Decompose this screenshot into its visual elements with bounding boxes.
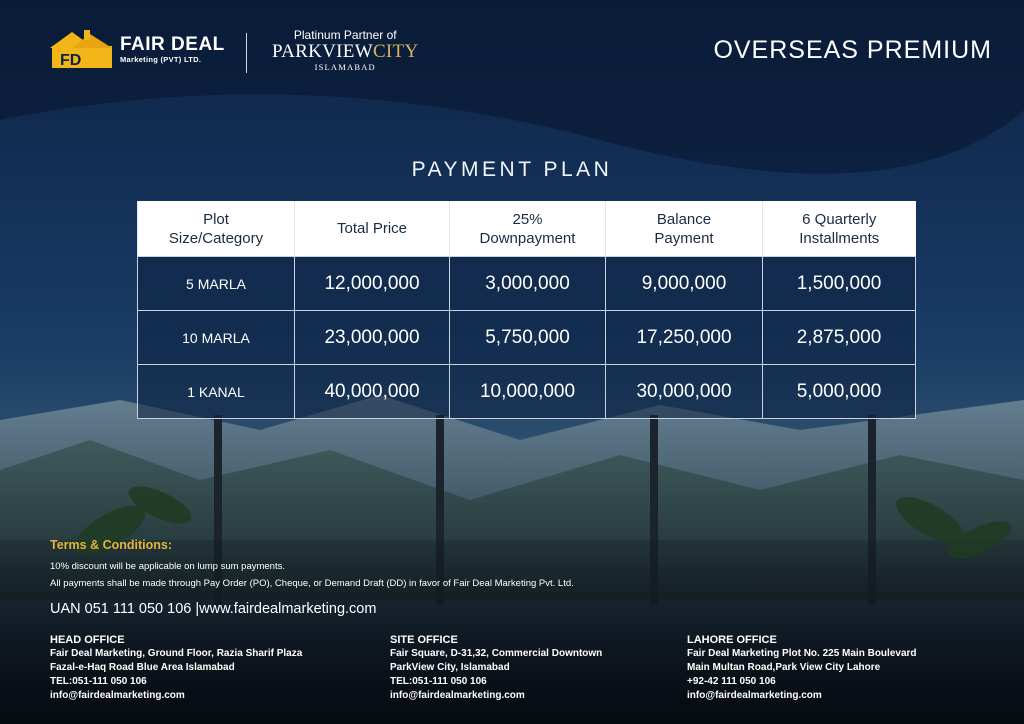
table-row — [138, 365, 916, 419]
partner-name-b: CITY — [372, 41, 419, 62]
office-heading: HEAD OFFICE — [50, 634, 125, 646]
svg-text:FD: FD — [60, 52, 82, 69]
uan-contact: UAN 051 111 050 106 |www.fairdealmarketing.com — [50, 601, 377, 617]
category-cell: 1 KANAL — [138, 365, 295, 419]
terms-title: Terms & Conditions: — [50, 538, 172, 552]
brand-logo — [50, 28, 225, 70]
column-header: Balance Payment — [606, 201, 763, 257]
lahore-office — [687, 633, 917, 703]
installments-cell: 5,000,000 — [763, 365, 916, 419]
office-phone: +92-42 111 050 106 — [687, 676, 776, 687]
office-line: Fair Deal Marketing Plot No. 225 Main Boulevard — [687, 648, 917, 659]
table-header-row — [138, 201, 916, 257]
office-line: Fazal-e-Haq Road Blue Area Islamabad — [50, 662, 235, 673]
brand-subtitle: Marketing (PVT) LTD. — [120, 54, 202, 64]
table-row — [138, 311, 916, 365]
column-header: 25% Downpayment — [450, 201, 606, 257]
payment-plan-table — [137, 201, 916, 419]
column-header: Plot Size/Category — [138, 201, 295, 257]
balance-cell: 30,000,000 — [606, 365, 763, 419]
term-item: 10% discount will be applicable on lump sum payments. — [50, 561, 285, 572]
header-divider — [246, 33, 247, 73]
column-header: Total Price — [295, 201, 450, 257]
page-title: OVERSEAS PREMIUM — [713, 36, 992, 64]
office-line: ParkView City, Islamabad — [390, 662, 510, 673]
office-email: info@fairdealmarketing.com — [50, 690, 185, 701]
installments-cell: 2,875,000 — [763, 311, 916, 365]
office-heading: SITE OFFICE — [390, 634, 458, 646]
table-row — [138, 257, 916, 311]
downpayment-cell: 3,000,000 — [450, 257, 606, 311]
brand-name: FAIR DEAL — [120, 33, 225, 55]
total-price-cell: 40,000,000 — [295, 365, 450, 419]
office-phone: TEL:051-111 050 106 — [390, 676, 487, 687]
partner-logo — [272, 28, 418, 72]
column-header: 6 Quarterly Installments — [763, 201, 916, 257]
downpayment-cell: 10,000,000 — [450, 365, 606, 419]
total-price-cell: 12,000,000 — [295, 257, 450, 311]
house-logo-icon — [50, 28, 114, 70]
term-item: All payments shall be made through Pay Order (PO), Cheque, or Demand Draft (DD) in favor of Fair Deal Marketing Pvt. Ltd. — [50, 578, 574, 589]
partner-line: Platinum Partner of — [293, 28, 397, 42]
balance-cell: 17,250,000 — [606, 311, 763, 365]
office-email: info@fairdealmarketing.com — [687, 690, 822, 701]
category-cell: 10 MARLA — [138, 311, 295, 365]
office-phone: TEL:051-111 050 106 — [50, 676, 147, 687]
plan-title: PAYMENT PLAN — [411, 158, 613, 181]
partner-city: ISLAMABAD — [314, 62, 376, 72]
site-office — [390, 633, 602, 703]
head-office — [50, 633, 302, 703]
partner-name — [272, 42, 418, 62]
partner-name-a: PARKVIEW — [272, 41, 373, 62]
category-cell: 5 MARLA — [138, 257, 295, 311]
office-line: Main Multan Road,Park View City Lahore — [687, 662, 881, 673]
office-heading: LAHORE OFFICE — [687, 634, 777, 646]
office-line: Fair Deal Marketing, Ground Floor, Razia Sharif Plaza — [50, 648, 303, 659]
office-email: info@fairdealmarketing.com — [390, 690, 525, 701]
downpayment-cell: 5,750,000 — [450, 311, 606, 365]
balance-cell: 9,000,000 — [606, 257, 763, 311]
office-line: Fair Square, D-31,32, Commercial Downtown — [390, 648, 603, 659]
installments-cell: 1,500,000 — [763, 257, 916, 311]
total-price-cell: 23,000,000 — [295, 311, 450, 365]
